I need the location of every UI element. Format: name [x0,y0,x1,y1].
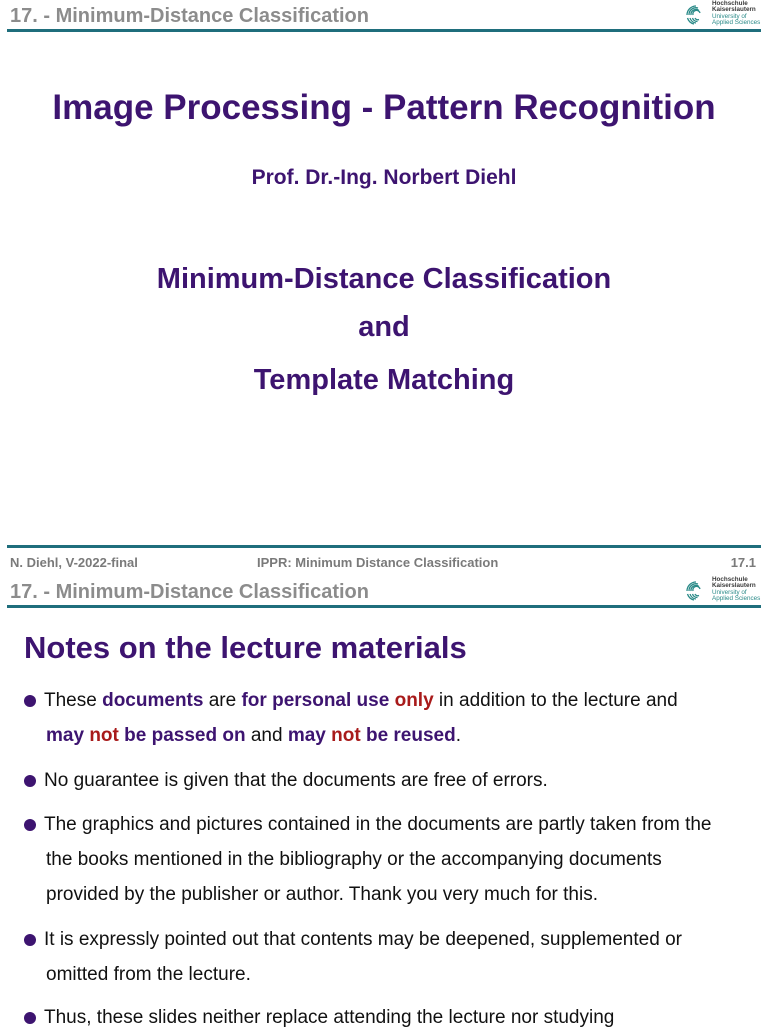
header-rule [7,605,761,608]
bullet1-emphasis: be reused [360,725,456,746]
bullet3-line1: The graphics and pictures contained in the documents are partly taken from the [44,814,712,835]
bullet1-emphasis: for personal use [241,690,390,711]
subtitle-line2: and [358,311,410,343]
main-title: Image Processing - Pattern Recognition [52,88,716,127]
slide-header-title: 17. - Minimum-Distance Classification [10,5,369,27]
logo-text-line4: Applied Sciences [712,19,761,27]
logo-text-line2: Kaiserslautern [712,6,756,14]
bullet1-text: . [455,725,462,746]
header-rule [7,29,761,32]
bullet-dot-icon [24,775,36,787]
author-name: Prof. Dr.-Ing. Norbert Diehl [251,166,517,189]
subtitle-line3: Template Matching [253,364,515,396]
bullet3-line2: the books mentioned in the bibliography or the accompanying documents [46,849,662,870]
bullet1-emphasis: be passed on [118,725,246,746]
bullet4-line2: omitted from the lecture. [46,964,251,985]
logo-text-line1: Hochschule [712,576,748,583]
footer-rule [7,545,761,548]
university-logo [684,1,764,29]
logo-text-line2: Kaiserslautern [712,582,756,590]
logo-fingerprint-icon [684,3,708,27]
bullet1-text: and [245,725,288,746]
bullet5-line1: Thus, these slides neither replace attending the lecture nor studying [44,1007,615,1028]
bullet1-warning: not [331,725,361,746]
footer-author-version: N. Diehl, V-2022-final [10,555,138,570]
university-logo [684,577,764,605]
logo-text-line3: University of [712,588,747,596]
bullet1-emphasis: may [287,725,332,746]
bullet-dot-icon [24,934,36,946]
bullet1-text: These [44,690,103,711]
subtitle-line1: Minimum-Distance Classification [156,263,612,295]
bullet1-emphasis: may [46,725,90,746]
bullet1-text: are [203,690,242,711]
slide-header-title: 17. - Minimum-Distance Classification [10,581,369,603]
logo-text-line4: Applied Sciences [712,595,761,603]
bullet1-text: in addition to the lecture and [433,690,678,711]
bullet1-emphasis: documents [102,690,204,711]
footer-course-title: IPPR: Minimum Distance Classification [257,555,499,570]
notes-heading: Notes on the lecture materials [24,630,467,665]
bullet-dot-icon [24,819,36,831]
notes-slide [0,576,768,1028]
bullet3-line3: provided by the publisher or author. Thank you very much for this. [46,884,599,905]
bullet1-warning: not [89,725,119,746]
bullet-dot-icon [24,1012,36,1024]
footer-page-number: 17.1 [730,555,756,570]
bullet1-warning: only [394,690,434,711]
bullet2-text: No guarantee is given that the documents are free of errors. [44,770,548,791]
bullet4-line1: It is expressly pointed out that contents may be deepened, supplemented or [44,929,682,950]
logo-fingerprint-icon [684,579,708,603]
bullet-dot-icon [24,695,36,707]
logo-text-line3: University of [712,12,747,20]
logo-text-line1: Hochschule [712,0,748,7]
